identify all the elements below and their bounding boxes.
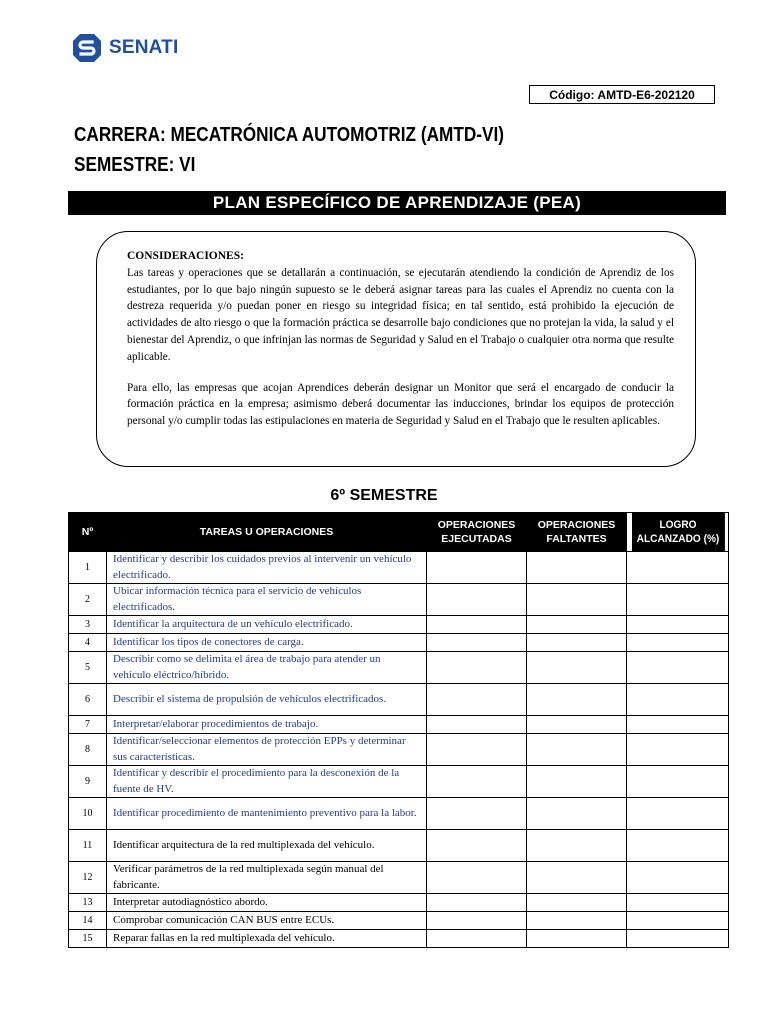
executed-cell[interactable] [427,634,527,652]
table-row [69,862,729,894]
missing-cell[interactable] [527,862,627,894]
task-description: Comprobar comunicación CAN BUS entre ECUs. [107,912,427,930]
achievement-cell[interactable] [627,652,729,684]
row-number: 2 [69,584,107,616]
considerations-paragraph-2: Para ello, las empresas que acojan Aprendices deberán designar un Monitor que será el encargado de conducir la formación práctica en la empresa; asimismo deberá documentar las inducciones, brindar los equipos de protección personal y/o cumplir todas las estipulaciones en materia de Seguridad y Salud en el Trabajo que le resulten aplicables. [127,381,674,428]
task-description: Ubicar información técnica para el servicio de vehículos electrificados. [107,584,427,616]
executed-cell[interactable] [427,684,527,716]
achievement-cell[interactable] [627,616,729,634]
tasks-table [68,512,729,948]
considerations-title: CONSIDERACIONES: [127,250,244,262]
sixth-semester-title: 6º SEMESTRE [330,487,438,504]
logo-text: SENATI [109,37,179,58]
row-number: 12 [69,862,107,894]
achievement-cell[interactable] [627,830,729,862]
row-number: 15 [69,930,107,948]
header-missing: OPERACIONES FALTANTES [527,513,627,552]
row-number: 3 [69,616,107,634]
achievement-cell[interactable] [627,552,729,584]
table-header-row [69,513,729,552]
executed-cell[interactable] [427,894,527,912]
career-title: CARRERA: MECATRÓNICA AUTOMOTRIZ (AMTD-VI) [74,124,504,146]
plan-title-bar: PLAN ESPECÍFICO DE APRENDIZAJE (PEA) [68,191,726,215]
task-description: Identificar y describir los cuidados previos al intervenir un vehículo electrificado. [107,552,427,584]
table-row [69,684,729,716]
header-achievement: LOGRO ALCANZADO (%) [631,513,725,552]
considerations-paragraph-1: Las tareas y operaciones que se detallarán a continuación, se ejecutarán atendiendo la condición de Aprendiz de los estudiantes, por lo que bajo ningún supuesto se le deberá asignar tareas para las cuales el Aprendiz no cuenta con la destreza requerida y/o puedan poner en riesgo su integridad física; en tal sentido, está prohibido la ejecución de actividades de alto riesgo o que la formación práctica se desarrolle bajo condiciones que no protejan la vida, la salud y el bienestar del Aprendiz, o que infrinjan las normas de Seguridad y Salud en el Trabajo o cualquier otra norma que resulte aplicable. [127,266,674,363]
achievement-cell[interactable] [627,734,729,766]
missing-cell[interactable] [527,798,627,830]
missing-cell[interactable] [527,716,627,734]
table-body [69,552,729,948]
row-number: 11 [69,830,107,862]
achievement-cell[interactable] [627,798,729,830]
achievement-cell[interactable] [627,862,729,894]
executed-cell[interactable] [427,616,527,634]
row-number: 14 [69,912,107,930]
missing-cell[interactable] [527,652,627,684]
table-row [69,912,729,930]
task-description: Interpretar/elaborar procedimientos de trabajo. [107,716,427,734]
table-row [69,634,729,652]
task-description: Describir como se delimita el área de trabajo para atender un vehículo eléctrico/híbrido. [107,652,427,684]
executed-cell[interactable] [427,766,527,798]
achievement-cell[interactable] [627,912,729,930]
table-row [69,584,729,616]
header-executed: OPERACIONES EJECUTADAS [427,513,527,552]
missing-cell[interactable] [527,830,627,862]
executed-cell[interactable] [427,716,527,734]
table-row [69,930,729,948]
table-row [69,652,729,684]
executed-cell[interactable] [427,584,527,616]
executed-cell[interactable] [427,930,527,948]
task-description: Verificar parámetros de la red multiplexada según manual del fabricante. [107,862,427,894]
achievement-cell[interactable] [627,894,729,912]
missing-cell[interactable] [527,930,627,948]
missing-cell[interactable] [527,912,627,930]
task-description: Identificar procedimiento de mantenimiento preventivo para la labor. [107,798,427,830]
row-number: 5 [69,652,107,684]
missing-cell[interactable] [527,766,627,798]
table-row [69,616,729,634]
row-number: 1 [69,552,107,584]
table-row [69,894,729,912]
task-description: Identificar los tipos de conectores de carga. [107,634,427,652]
missing-cell[interactable] [527,894,627,912]
task-description: Identificar la arquitectura de un vehículo electrificado. [107,616,427,634]
row-number: 10 [69,798,107,830]
table-row [69,552,729,584]
row-number: 13 [69,894,107,912]
executed-cell[interactable] [427,652,527,684]
senati-logo-icon [72,33,102,63]
achievement-cell[interactable] [627,634,729,652]
row-number: 7 [69,716,107,734]
table-row [69,766,729,798]
executed-cell[interactable] [427,862,527,894]
task-description: Identificar y describir el procedimiento para la desconexión de la fuente de HV. [107,766,427,798]
executed-cell[interactable] [427,830,527,862]
header-number: Nº [69,513,107,552]
row-number: 8 [69,734,107,766]
task-description: Describir el sistema de propulsión de vehículos electrificados. [107,684,427,716]
achievement-cell[interactable] [627,766,729,798]
table-row [69,798,729,830]
achievement-cell[interactable] [627,930,729,948]
senati-logo [72,32,178,64]
row-number: 9 [69,766,107,798]
achievement-cell[interactable] [627,716,729,734]
table-row [69,734,729,766]
missing-cell[interactable] [527,634,627,652]
task-description: Reparar fallas en la red multiplexada del vehículo. [107,930,427,948]
table-row [69,830,729,862]
task-description: Identificar arquitectura de la red multiplexada del vehículo. [107,830,427,862]
executed-cell[interactable] [427,734,527,766]
considerations-box [96,231,696,467]
missing-cell[interactable] [527,616,627,634]
semester-title: SEMESTRE: VI [74,154,196,176]
missing-cell[interactable] [527,584,627,616]
missing-cell[interactable] [527,684,627,716]
task-description: Identificar/seleccionar elementos de protección EPPs y determinar sus características. [107,734,427,766]
row-number: 4 [69,634,107,652]
achievement-cell[interactable] [627,684,729,716]
missing-cell[interactable] [527,734,627,766]
executed-cell[interactable] [427,912,527,930]
achievement-cell[interactable] [627,584,729,616]
task-description: Interpretar autodiagnóstico abordo. [107,894,427,912]
executed-cell[interactable] [427,798,527,830]
document-code: Código: AMTD-E6-202120 [529,85,715,104]
header-tasks: TAREAS U OPERACIONES [107,513,427,552]
missing-cell[interactable] [527,552,627,584]
row-number: 6 [69,684,107,716]
table-row [69,716,729,734]
executed-cell[interactable] [427,552,527,584]
